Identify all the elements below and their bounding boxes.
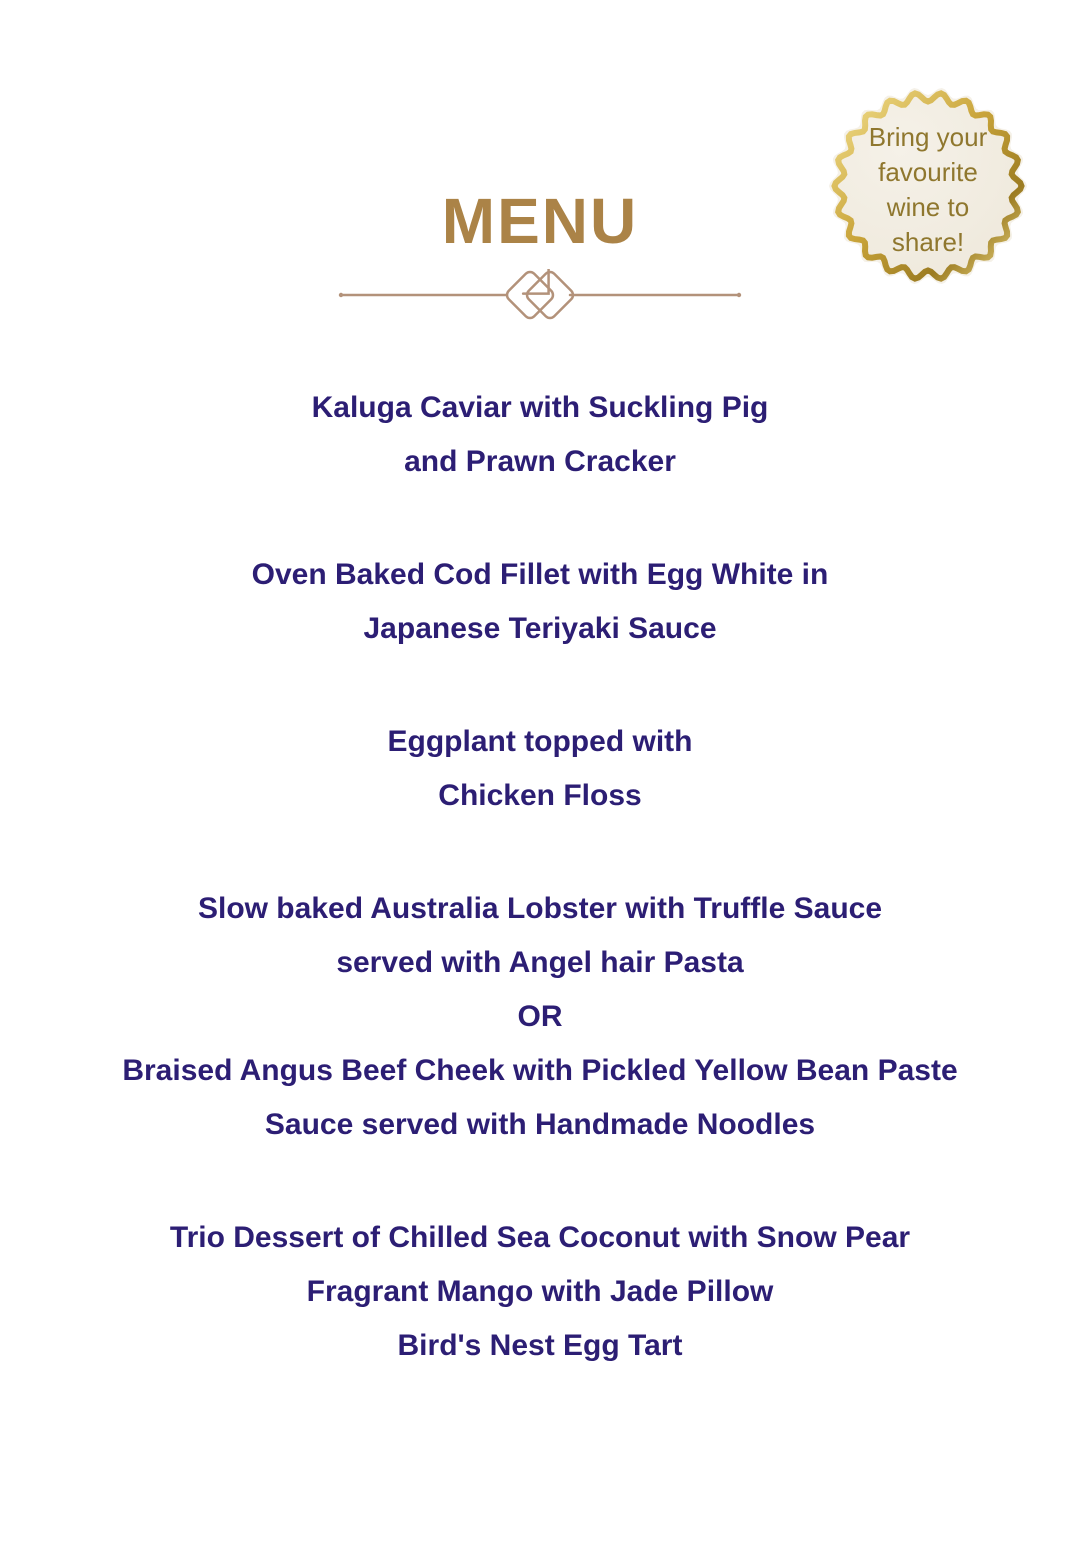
course-line: Bird's Nest Egg Tart [397,1329,683,1362]
course-line: Braised Angus Beef Cheek with Pickled Yellow Bean Paste [122,1054,958,1087]
course-line: Trio Dessert of Chilled Sea Coconut with Snow Pear [169,1221,911,1254]
page-title: MENU [441,185,639,257]
badge-text [826,120,1030,260]
course-main [0,882,1080,1152]
course-line: and Prawn Cracker [404,445,676,478]
course-line: Slow baked Australia Lobster with Truffle Sauce [197,892,883,925]
course-list [0,381,1080,1432]
course-line: Chicken Floss [438,779,642,812]
course-line: Oven Baked Cod Fillet with Egg White in [251,558,829,591]
course-line: Fragrant Mango with Jade Pillow [306,1275,774,1308]
course-fish [0,548,1080,656]
divider-ornament-icon [338,269,742,321]
course-line: Kaluga Caviar with Suckling Pig [311,391,769,424]
badge-line: Bring your [868,122,988,152]
wine-badge [826,84,1030,288]
badge-line: wine to [886,192,970,222]
course-line-or: OR [517,1000,563,1033]
course-vegetable [0,715,1080,823]
course-appetizer [0,381,1080,489]
course-dessert [0,1211,1080,1373]
badge-line: share! [891,227,965,257]
course-line: Japanese Teriyaki Sauce [363,612,717,645]
badge-line: favourite [878,157,978,187]
course-line: served with Angel hair Pasta [336,946,744,979]
course-line: Sauce served with Handmade Noodles [264,1108,816,1141]
course-line: Eggplant topped with [387,725,693,758]
